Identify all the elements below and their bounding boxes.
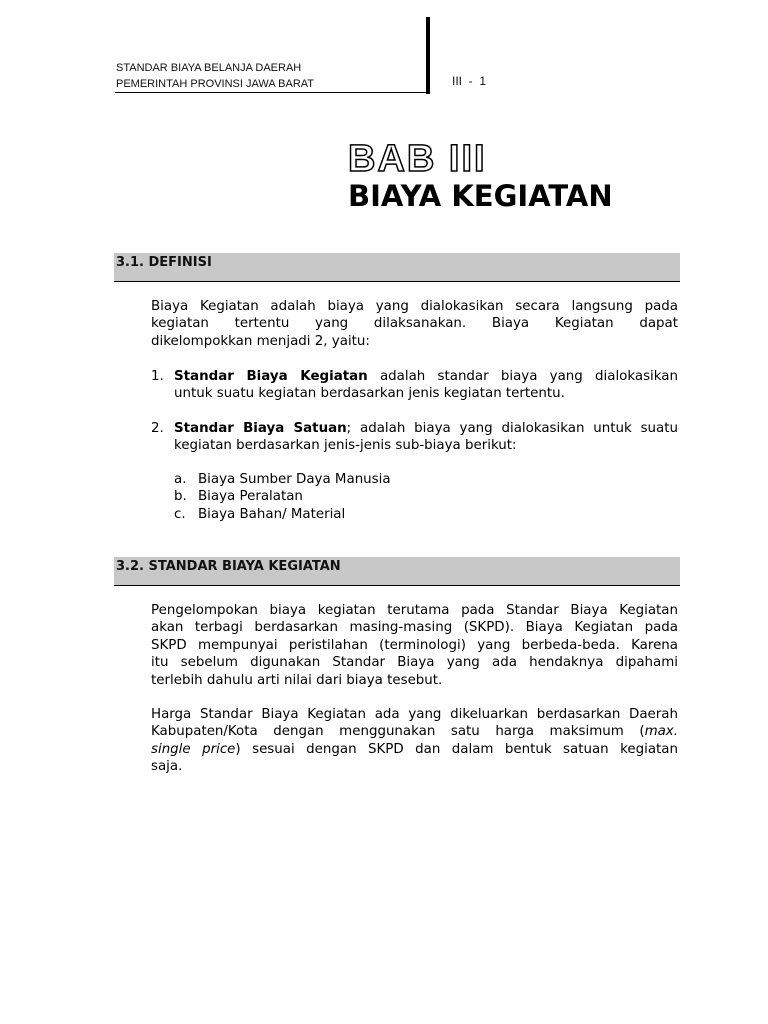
italic-text: single price [151, 741, 236, 757]
text-line: Harga Standar Biaya Kegiatan ada yang dikeluarkan berdasarkan Daerah [151, 707, 678, 722]
text-line [151, 723, 678, 740]
text-line: untuk suatu kegiatan berdasarkan jenis kegiatan tertentu. [174, 386, 565, 402]
list-item [174, 506, 574, 523]
list-item [174, 471, 574, 488]
section-header-standar-biaya-kegiatan [114, 557, 680, 586]
header-underline [115, 92, 429, 93]
text-line: SKPD mempunyai peristilahan (terminologi) yang berbeda-beda. Karena [151, 637, 678, 653]
section-heading: 3.1. DEFINISI [116, 255, 212, 270]
sub-list [174, 471, 574, 523]
text-line: akan terbagi berdasarkan masing-masing (SKPD). Biaya Kegiatan pada [151, 620, 678, 636]
list-number: 1. [151, 369, 164, 384]
list-item-text: Biaya Bahan/ Material [198, 506, 346, 522]
list-item [174, 488, 574, 505]
running-header [116, 60, 314, 92]
text-span: ; adalah biaya yang dialokasikan untuk suatu [346, 421, 678, 436]
section-header-definisi [114, 253, 680, 282]
list-item [174, 368, 678, 403]
paragraph [151, 706, 678, 776]
text-line [174, 368, 678, 385]
text-line: Biaya Kegiatan adalah biaya yang dialokasikan secara langsung pada [151, 299, 678, 314]
list-letter: b. [174, 489, 187, 505]
text-line: Pengelompokan biaya kegiatan terutama pada Standar Biaya Kegiatan [151, 603, 678, 618]
text-line: itu sebelum digunakan Standar Biaya yang ada hendaknya dipahami [151, 655, 678, 671]
italic-text: max. [644, 724, 678, 740]
text-line [174, 420, 678, 437]
list-item-text: Biaya Sumber Daya Manusia [198, 472, 391, 487]
text-span: ) sesuai dengan SKPD dan dalam bentuk satuan kegiatan [235, 741, 678, 757]
text-line [151, 741, 678, 758]
text-line: saja. [151, 759, 183, 775]
text-line: dikelompokkan menjadi 2, yaitu: [151, 333, 370, 349]
text-span: adalah standar biaya yang dialokasikan [367, 369, 678, 384]
header-line-2: PEMERINTAH PROVINSI JAWA BARAT [116, 78, 315, 90]
list-item [174, 420, 678, 455]
paragraph [151, 602, 678, 689]
header-line-1: STANDAR BIAYA BELANJA DAERAH [116, 62, 302, 74]
text-line: kegiatan berdasarkan jenis-jenis sub-biaya berikut: [174, 438, 517, 454]
list-letter: c. [174, 506, 186, 522]
bold-term: Standar Biaya Satuan [174, 421, 347, 436]
text-line: terlebih dahulu arti nilai dari biaya tesebut. [151, 672, 443, 688]
list-item-text: Biaya Peralatan [198, 489, 303, 505]
text-line: kegiatan tertentu yang dilaksanakan. Biaya Kegiatan dapat [151, 316, 678, 332]
section-heading: 3.2. STANDAR BIAYA KEGIATAN [116, 559, 341, 574]
list-number: 2. [151, 421, 164, 436]
page-number: III - 1 [452, 74, 487, 88]
list-letter: a. [174, 472, 187, 487]
header-vertical-rule [426, 17, 430, 94]
text-span: Kabupaten/Kota dengan menggunakan satu harga maksimum ( [151, 724, 645, 740]
definition-paragraph [151, 298, 678, 350]
bold-term: Standar Biaya Kegiatan [174, 369, 368, 384]
chapter-label: BAB III [348, 138, 487, 180]
chapter-title: BIAYA KEGIATAN [348, 179, 613, 213]
